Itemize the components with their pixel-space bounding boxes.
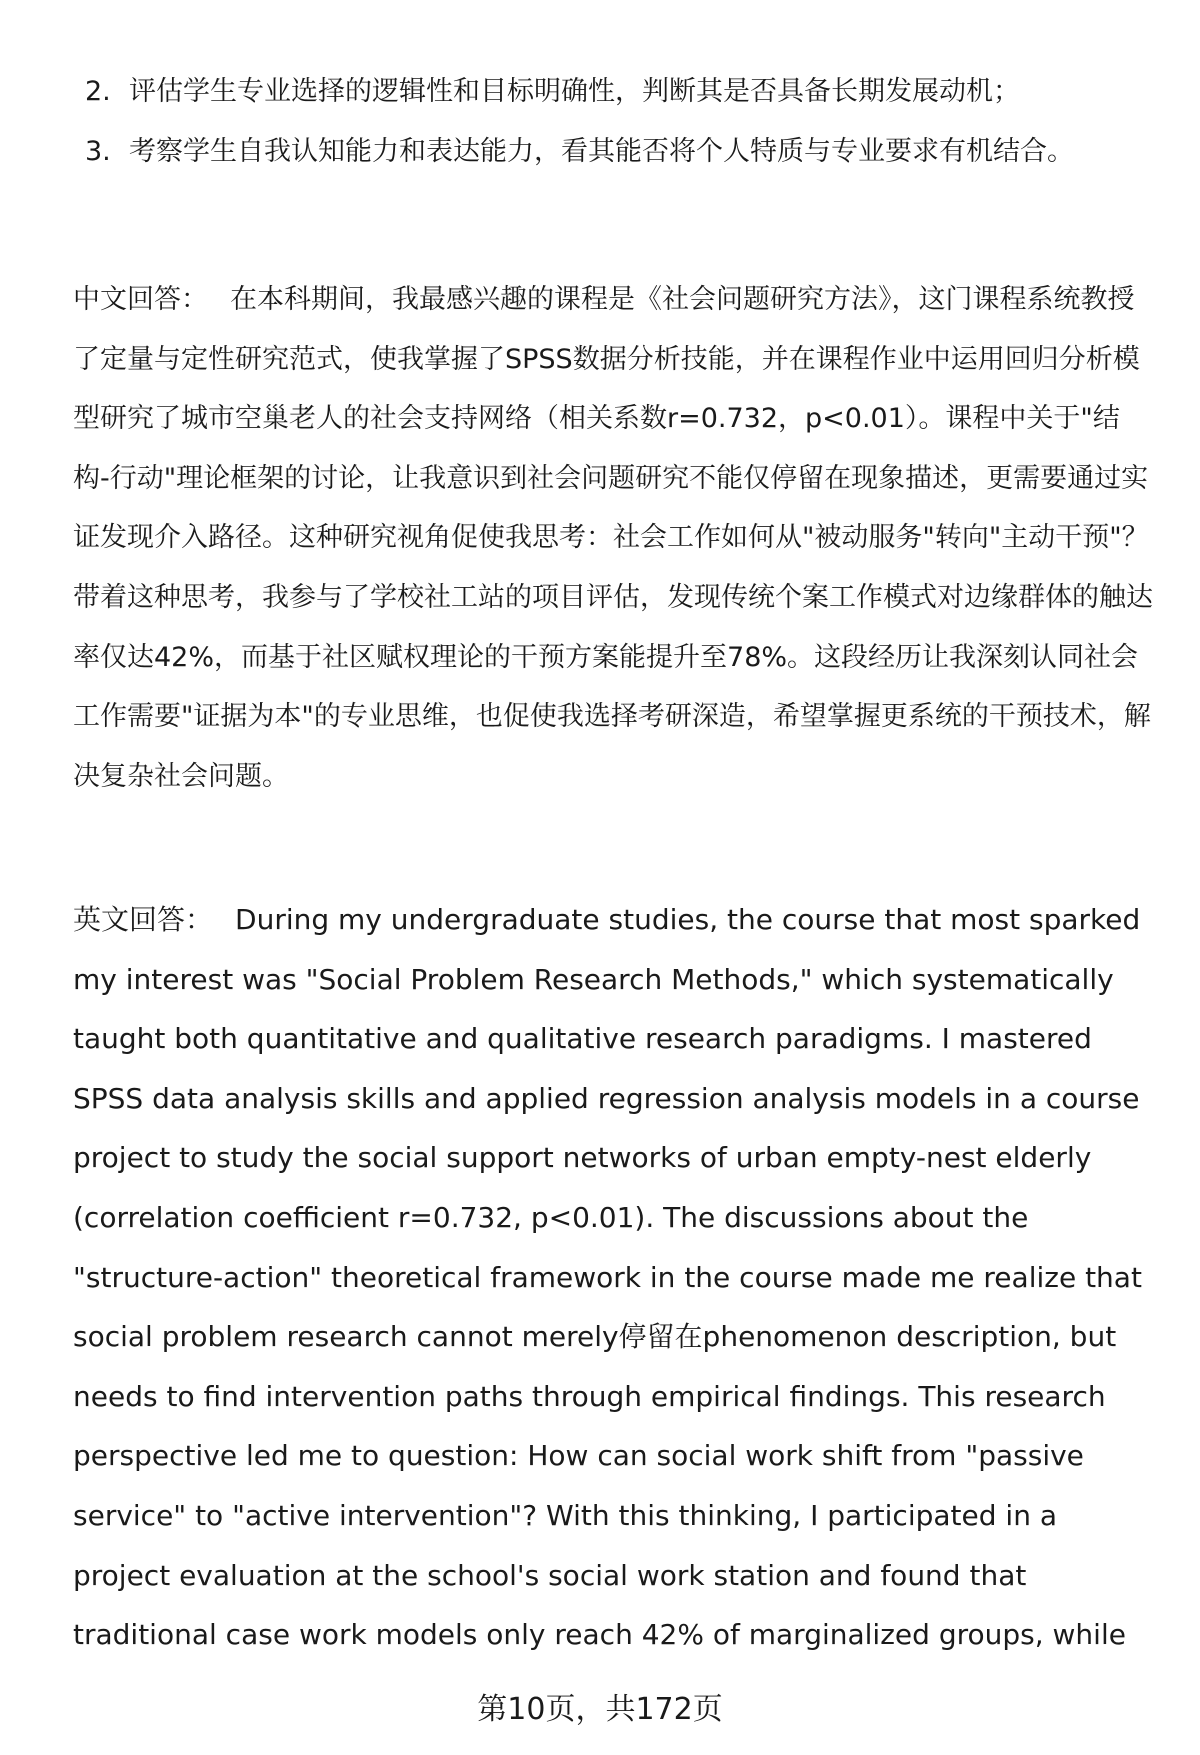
list-item-number: 3. [85,136,111,167]
list-item [85,62,1145,122]
english-answer-paragraph [73,890,1153,1665]
chinese-answer-text: 在本科期间，我最感兴趣的课程是《社会问题研究方法》，这门课程系统教授了定量与定性研究范式，使我掌握了SPSS数据分析技能，并在课程作业中运用回归分析模型研究了城市空巢老人的社会支持网络（相关系数r=0.732，p<0.01）。课程中关于"结构-行动"理论框架的讨论，让我意识到社会问题研究不能仅停留在现象描述，更需要通过实证发现介入路径。这种研究视角促使我思考：社会工作如何从"被动服务"转向"主动干预"？带着这种思考，我参与了学校社工站的项目评估，发现传统个案工作模式对边缘群体的触达率仅达42%，而基于社区赋权理论的干预方案能提升至78%。这段经历让我深刻认同社会工作需要"证据为本"的专业思维，也促使我选择考研深造，希望掌握更系统的干预技术，解决复杂社会问题。 [73,284,1153,792]
list-item-number: 2. [85,76,111,107]
english-answer-text: During my undergraduate studies, the course that most sparked my interest was "Social Problem Research Methods," which systematically taught both quantitative and qualitative research paradigms. I mastered SPSS data analysis skills and applied regression analysis models in a course project to study the social support networks of urban empty-nest elderly (correlation coefficient r=0.732, p<0.01). The discussions about the "structure-action" theoretical framework in the course made me realize that social problem research cannot merely停留在phenomenon description, but needs to find intervention paths through empirical findings. This research perspective led me to question: How can social work shift from "passive service" to "active intervention"? With this thinking, I participated in a project evaluation at the school's social work station and found that traditional case work models only reach 42% of marginalized groups, while [73,903,1142,1652]
chinese-answer-paragraph [73,270,1153,806]
list-item-text: 考察学生自我认知能力和表达能力，看其能否将个人特质与专业要求有机结合。 [129,136,1074,167]
list-item-text: 评估学生专业选择的逻辑性和目标明确性，判断其是否具备长期发展动机； [129,76,1020,107]
page-number-footer: 第10页，共172页 [477,1692,723,1727]
numbered-list [85,62,1145,182]
chinese-answer-label: 中文回答： [73,284,208,315]
list-item [85,122,1145,182]
english-answer-label: 英文回答： [73,903,214,936]
